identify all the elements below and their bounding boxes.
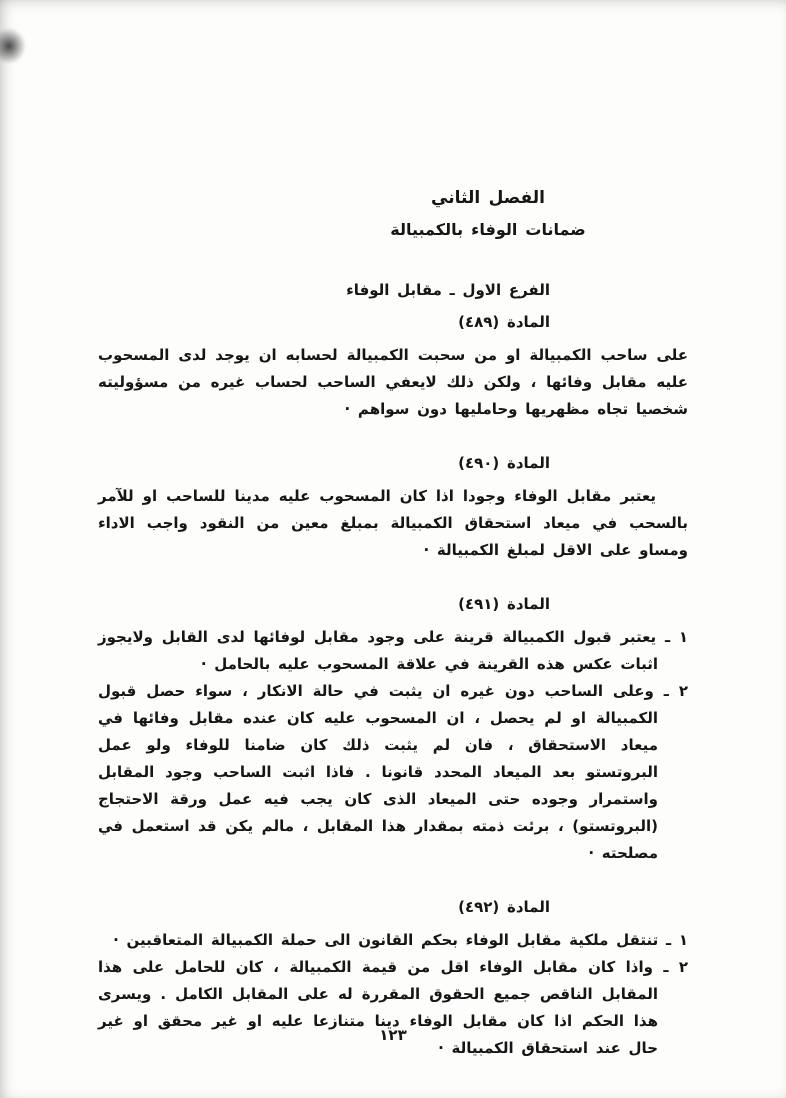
article-paragraph: على ساحب الكمبيالة او من سحبت الكمبيالة لحسابه ان يوجد لدى المسحوب عليه مقابل وفائها ، ولكن ذلك لايعفي الساحب لحساب غيره من مسؤوليته شخصيا تجاه مظهريها وحامليها دون سواهم · [98, 346, 688, 418]
article-item [98, 678, 688, 867]
article-491 [98, 592, 688, 867]
article-489 [98, 310, 688, 423]
chapter-title: الفصل الثاني [431, 188, 545, 208]
item-text: يعتبر قبول الكمبيالة قرينة على وجود مقابل لوفائها لدى القابل ولايجوز اثبات عكس هذه القرينة في علاقة المسحوب عليه بالحامل · [98, 628, 658, 673]
article-item [98, 624, 688, 678]
section-title: الفرع الاول ـ مقابل الوفاء [346, 281, 550, 299]
article-paragraph: يعتبر مقابل الوفاء وجودا اذا كان المسحوب عليه مدينا للساحب او للآمر بالسحب في ميعاد استحقاق الكمبيالة بمبلغ معين من النقود واجب الاداء ومساو على الاقل لمبلغ الكمبيالة · [98, 487, 688, 559]
item-text: تنتقل ملكية مقابل الوفاء بحكم القانون الى حملة الكمبيالة المتعاقبين · [113, 931, 659, 949]
item-number: ٢ ـ [663, 682, 688, 700]
article-heading: المادة (٤٩١) [458, 595, 550, 613]
article-490 [98, 451, 688, 564]
item-number: ٢ ـ [663, 958, 688, 976]
article-heading: المادة (٤٨٩) [458, 313, 550, 331]
article-item [98, 927, 688, 954]
item-text: وعلى الساحب دون غيره ان يثبت في حالة الانكار ، سواء حصل قبول الكمبيالة او لم يحصل ، ان المسحوب عليه كان عنده مقابل وفائها في ميعاد الاستحقاق ، فان لم يثبت ذلك كان ضامنا للوفاء ولو عمل البروتستو بعد الميعاد المحدد قانونا . فاذا اثبت الساحب وجود المقابل واستمرار وجوده حتى الميعاد الذى كان يجب فيه عمل ورقة الاحتجاج (البروتستو) ، برئت ذمته بمقدار هذا المقابل ، مالم يكن قد استعمل في مصلحته · [98, 682, 658, 862]
page-content [98, 186, 688, 1062]
article-heading: المادة (٤٩٠) [458, 454, 550, 472]
chapter-subtitle: ضمانات الوفاء بالكمبيالة [390, 220, 586, 239]
article-heading: المادة (٤٩٢) [458, 898, 550, 916]
item-number: ١ ـ [664, 628, 688, 646]
page-number: ١٢٣ [379, 1026, 407, 1044]
item-number: ١ ـ [665, 931, 688, 949]
article-item [98, 954, 688, 1062]
item-text: واذا كان مقابل الوفاء اقل من قيمة الكمبيالة ، كان للحامل على هذا المقابل الناقص جميع الحقوق المقررة له على المقابل الكامل . ويسرى هذا الحكم اذا كان مقابل الوفاء دينا متنازعا عليه او غير محقق او غير حال عند استحقاق الكمبيالة · [98, 958, 658, 1057]
scan-smudge [0, 28, 26, 64]
